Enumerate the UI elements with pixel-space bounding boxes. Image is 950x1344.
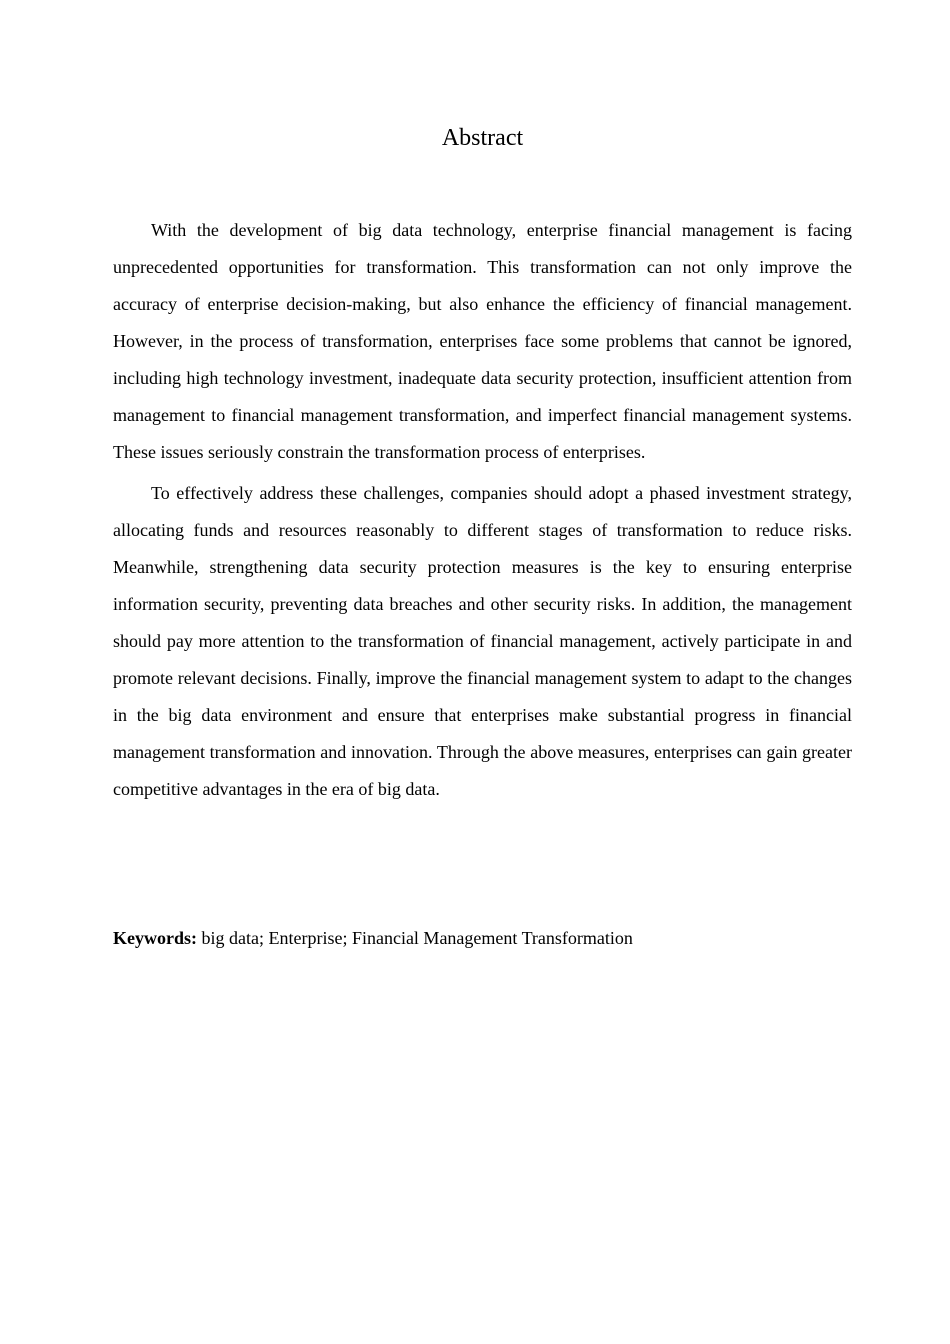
abstract-paragraph-2: To effectively address these challenges, companies should adopt a phased investment strategy, allocating funds and resources reasonably to different stages of transformation to reduce risks. Meanwhile, strengthening data security protection measures is the key to ensuring enterprise information security, preventing data breaches and other security risks. In addition, the management should pay more attention to the transformation of financial management, actively participate in and promote relevant decisions. Finally, improve the financial management system to adapt to the changes in the big data environment and ensure that enterprises make substantial progress in financial management transformation and innovation. Through the above measures, enterprises can gain greater competitive advantages in the era of big data. — [113, 483, 852, 799]
keywords-label: Keywords: — [113, 928, 197, 948]
keywords-text: big data; Enterprise; Financial Management Transformation — [201, 928, 633, 948]
abstract-paragraph-1: With the development of big data technology, enterprise financial management is facing unprecedented opportunities for transformation. This transformation can not only improve the accuracy of enterprise decision-making, but also enhance the efficiency of financial management. However, in the process of transformation, enterprises face some problems that cannot be ignored, including high technology investment, inadequate data security protection, insufficient attention from management to financial management transformation, and imperfect financial management systems. These issues seriously constrain the transformation process of enterprises. — [113, 220, 852, 462]
abstract-body — [113, 212, 852, 808]
abstract-title: Abstract — [441, 125, 524, 151]
keywords-line — [113, 924, 852, 952]
